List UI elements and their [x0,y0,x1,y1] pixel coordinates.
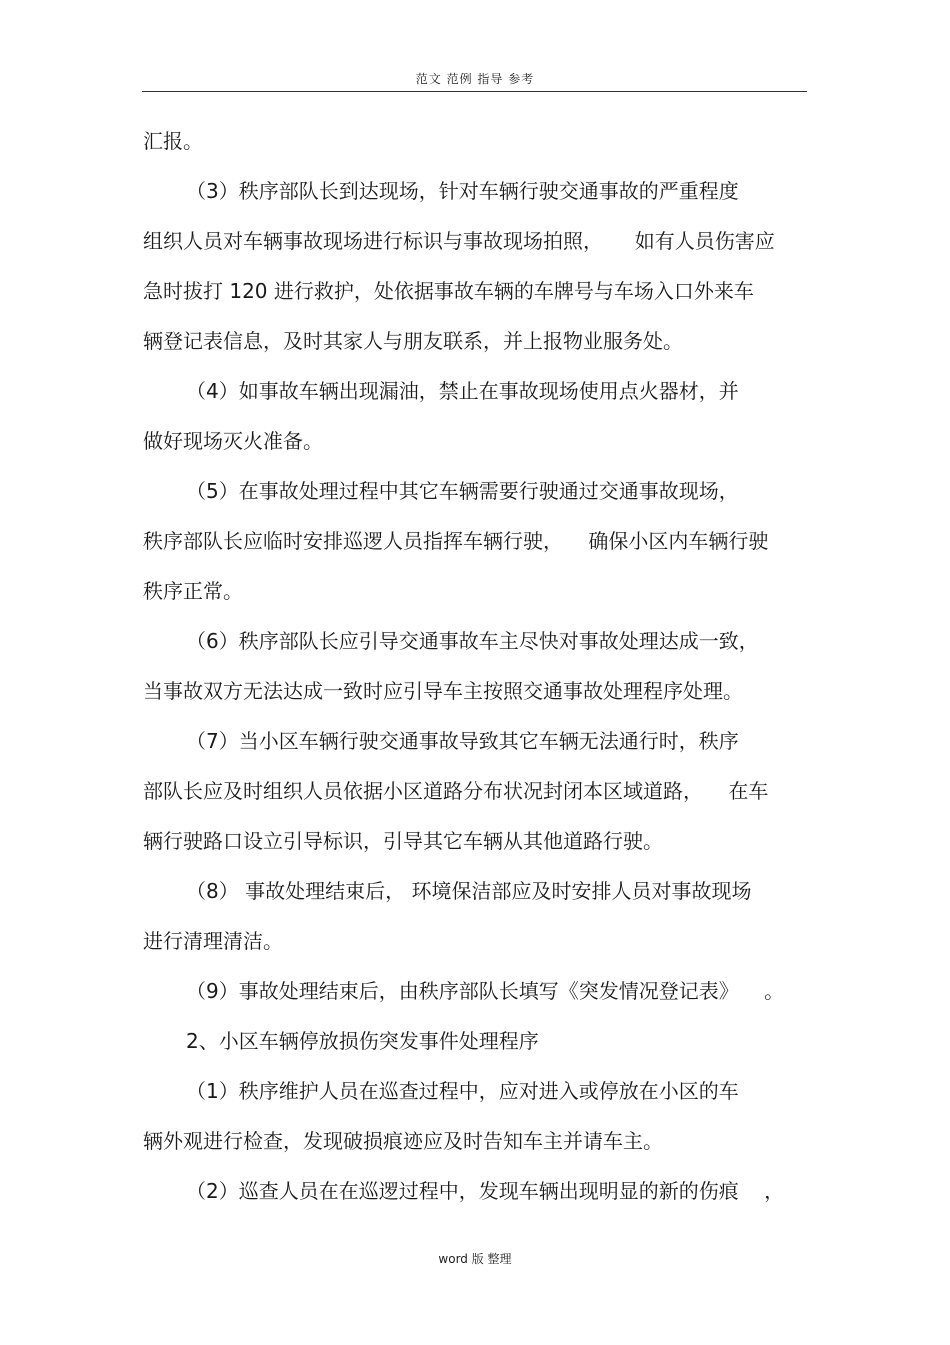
body-line: 辆外观进行检查，发现破损痕迹应及时告知车主并请车主。 [143,1129,663,1153]
body-line: 进行清理清洁。 [143,929,283,953]
body-line: （6）秩序部队长应引导交通事故车主尽快对事故处理达成一致， [186,629,759,653]
body-line: 做好现场灭火准备。 [143,429,323,453]
page-header: 范文 范例 指导 参考 [415,72,535,86]
body-line: 急时拔打 120 进行救护，处依据事故车辆的车牌号与车场入口外来车 [143,279,754,303]
body-line: （7）当小区车辆行驶交通事故导致其它车辆无法通行时，秩序 [186,729,739,753]
header-divider [142,91,807,92]
body-line: 部队长应及时组织人员依据小区道路分布状况封闭本区域道路， 在车 [143,779,769,803]
body-line: 组织人员对车辆事故现场进行标识与事故现场拍照， 如有人员伤害应 [143,229,775,253]
body-line: 秩序正常。 [143,579,243,603]
body-line: （5）在事故处理过程中其它车辆需要行驶通过交通事故现场， [186,479,739,503]
body-line: （3）秩序部队长到达现场，针对车辆行驶交通事故的严重程度 [186,179,739,203]
body-line: 汇报。 [143,129,203,153]
body-line: 辆行驶路口设立引导标识，引导其它车辆从其他道路行驶。 [143,829,663,853]
page-footer: word 版 整理 [438,1252,512,1266]
body-line: 秩序部队长应临时安排巡逻人员指挥车辆行驶， 确保小区内车辆行驶 [143,529,769,553]
body-line: （1）秩序维护人员在巡查过程中，应对进入或停放在小区的车 [186,1079,739,1103]
body-line: 辆登记表信息，及时其家人与朋友联系，并上报物业服务处。 [143,329,683,353]
body-line: （2）巡查人员在在巡逻过程中，发现车辆出现明显的新的伤痕 ， [186,1179,785,1203]
body-line: （8） 事故处理结束后， 环境保洁部应及时安排人员对事故现场 [186,879,752,903]
body-line: （9）事故处理结束后，由秩序部队长填写《突发情况登记表》 。 [186,979,785,1003]
body-line: （4）如事故车辆出现漏油，禁止在事故现场使用点火器材，并 [186,379,739,403]
section-heading: 2、小区车辆停放损伤突发事件处理程序 [186,1029,539,1053]
body-line: 当事故双方无法达成一致时应引导车主按照交通事故处理程序处理。 [143,679,743,703]
